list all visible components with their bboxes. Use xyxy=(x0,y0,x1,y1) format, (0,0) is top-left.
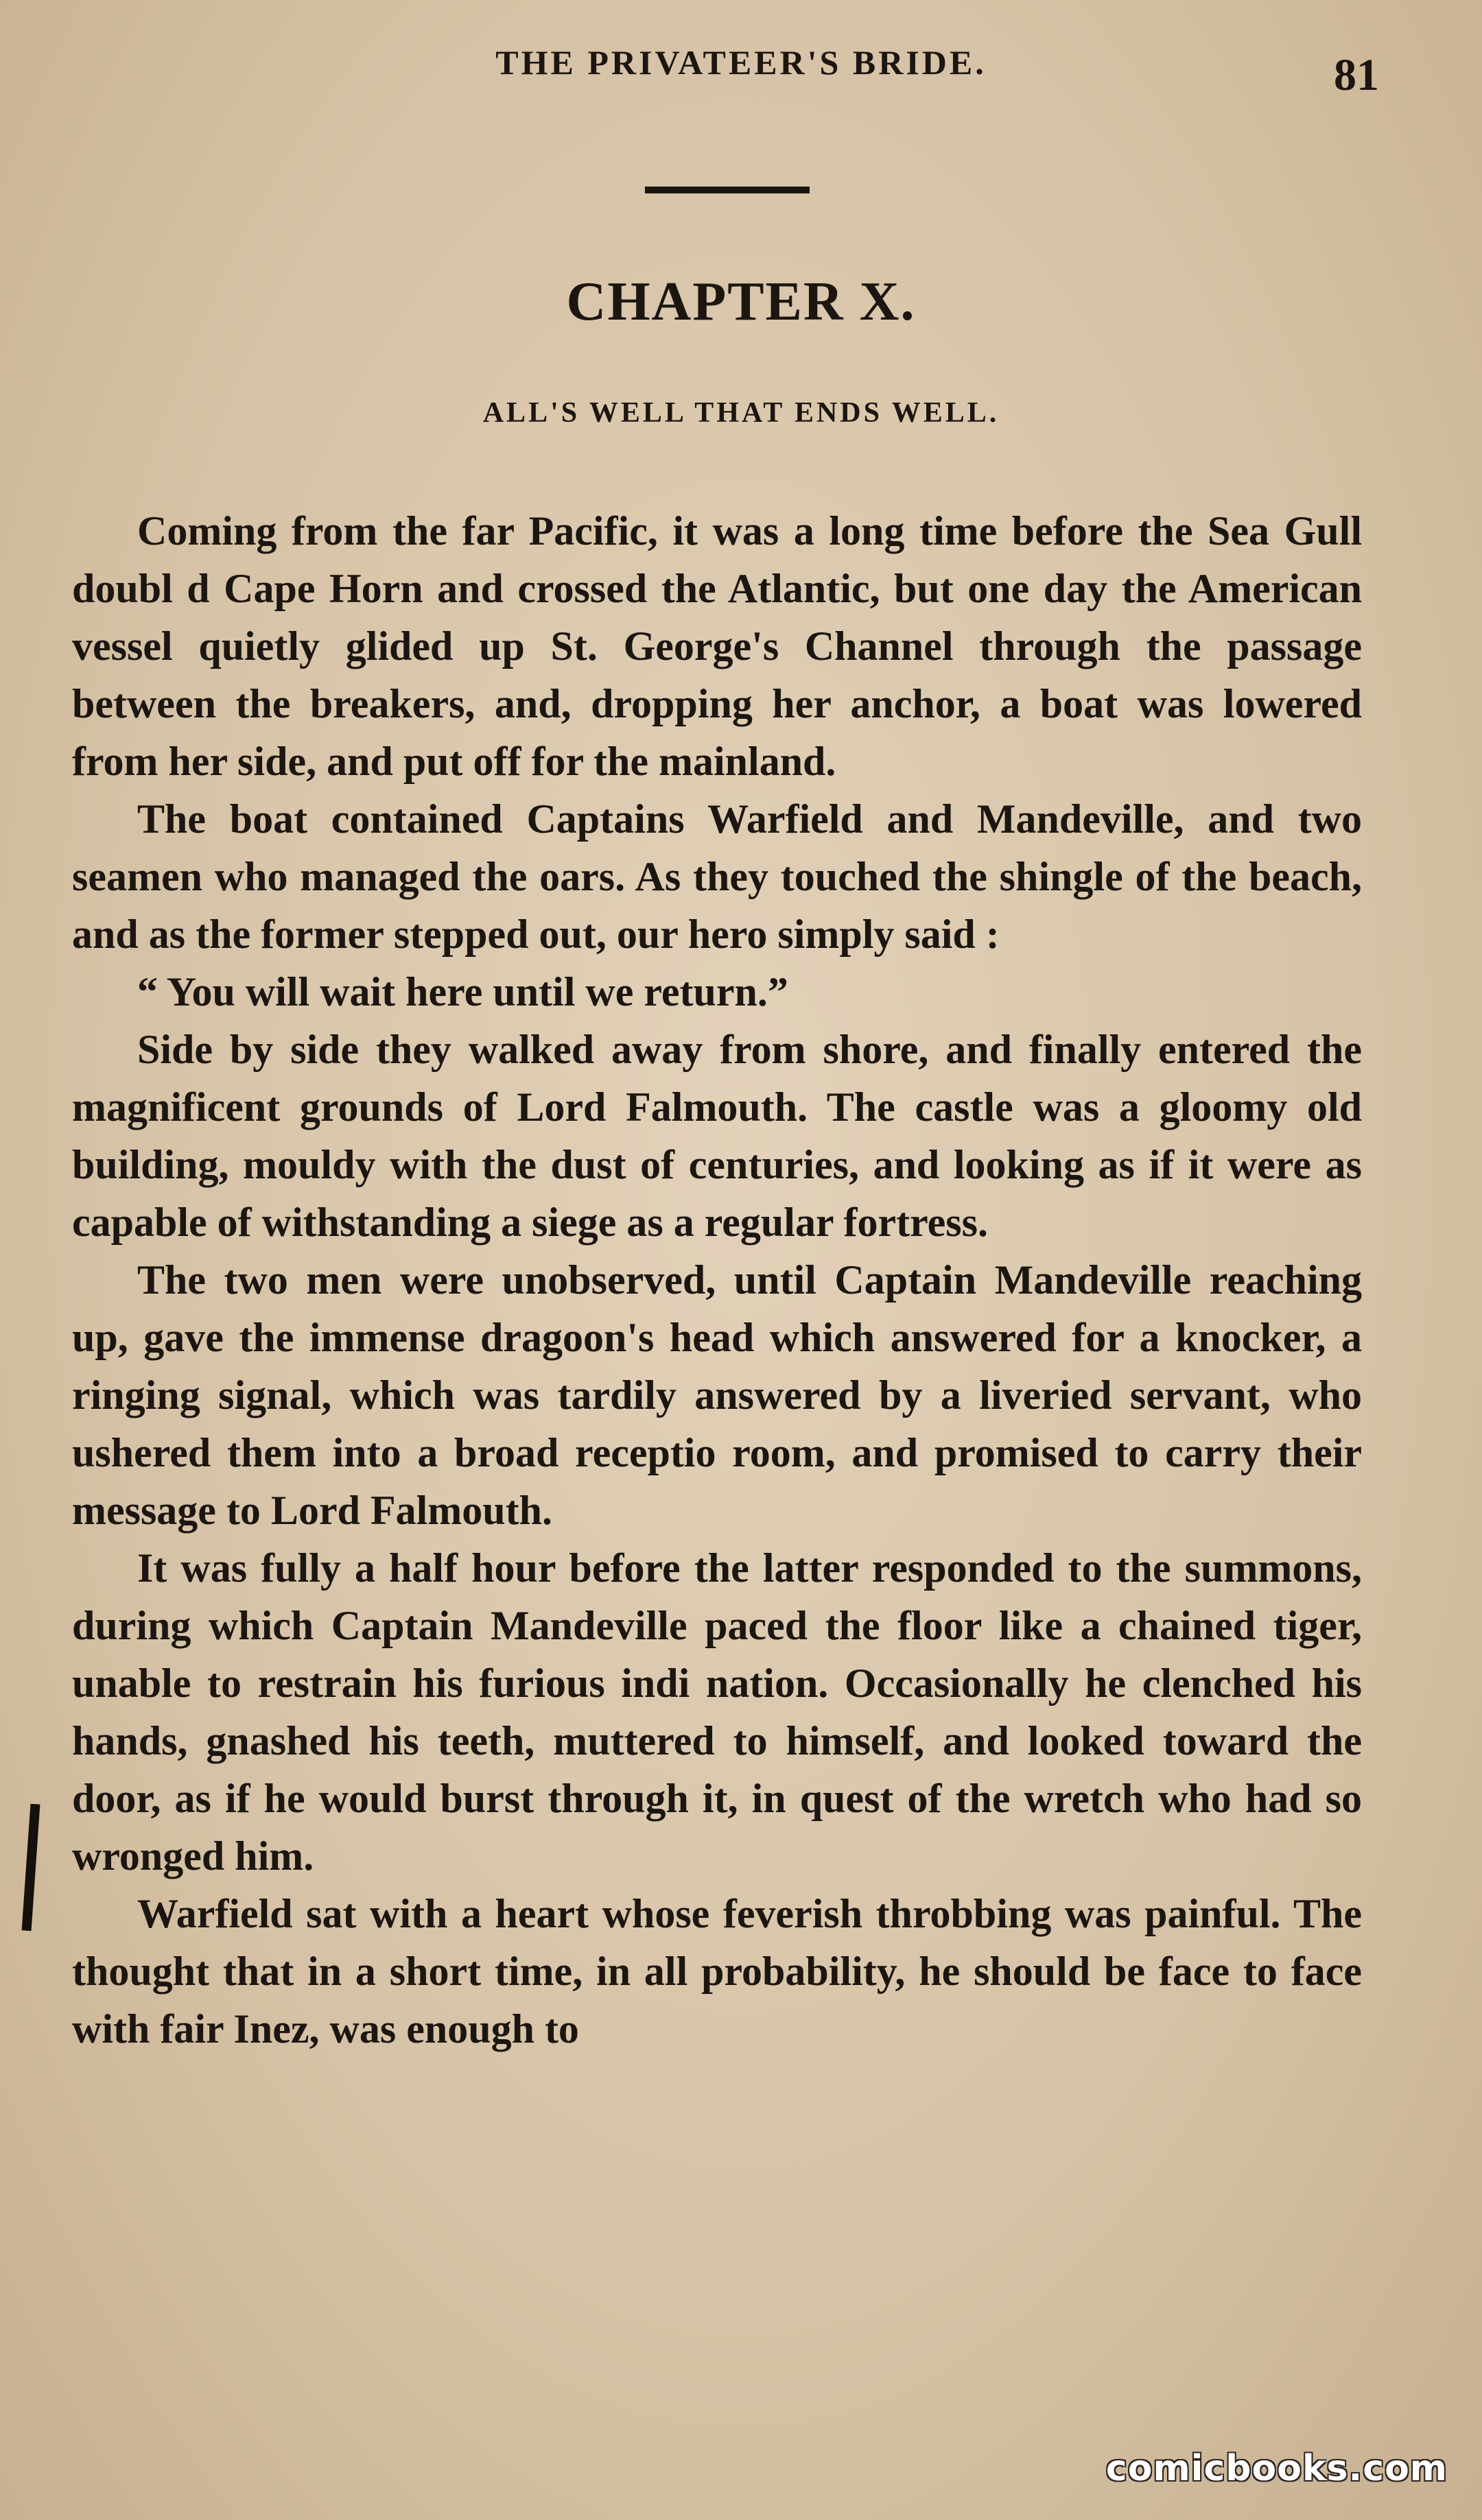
body-text xyxy=(72,502,1362,2058)
paragraph: It was fully a half hour before the latter responded to the summons, during which Captain Mandeville paced the floor like a chained tiger, unable to restrain his furious indi nation. Occasionally he clenched his hands, gnashed his teeth, muttered to himself, and looked toward the door, as if he would burst through it, in quest of the wretch who had so wronged him. xyxy=(72,1545,1362,1879)
decorative-rule xyxy=(645,187,810,193)
paragraph: The two men were unobserved, until Captain Mandeville reaching up, gave the immense dragoon's head which answered for a knocker, a ringing signal, which was tardily answered by a liveried servant, who ushered them into a broad receptio room, and promised to carry their message to Lord Falmouth. xyxy=(72,1257,1362,1533)
paragraph: Coming from the far Pacific, it was a long time before the Sea Gull doubl d Cape Horn and crossed the Atlantic, but one day the American vessel quietly glided up St. George's Channel through the passage between the breakers, and, dropping her anchor, a boat was lowered from her side, and put off for the mainland. xyxy=(72,508,1362,784)
page-number: 81 xyxy=(1334,50,1379,100)
margin-pencil-mark xyxy=(22,1804,40,1931)
running-title: THE PRIVATEER'S BRIDE. xyxy=(495,43,987,82)
watermark: comicbooks.com xyxy=(1105,2448,1448,2489)
paragraph: Warfield sat with a heart whose feverish throbbing was painful. The thought that in a short time, in all probability, he should be face to face with fair Inez, was enough to xyxy=(72,1891,1362,2052)
paragraph: Side by side they walked away from shore, and finally entered the magnificent grounds of Lord Falmouth. The castle was a gloomy old building, mouldy with the dust of centuries, and looking as if it were as capable of withstanding a siege as a regular fortress. xyxy=(72,1027,1362,1245)
chapter-subtitle: ALL'S WELL THAT ENDS WELL. xyxy=(482,397,1000,429)
chapter-title: CHAPTER X. xyxy=(566,272,916,332)
paragraph: The boat contained Captains Warfield and Mandeville, and two seamen who managed the oars. As they touched the shingle of the beach, and as the former stepped out, our hero simply said : xyxy=(72,796,1362,957)
paragraph: “ You will wait here until we return.” xyxy=(137,969,788,1014)
